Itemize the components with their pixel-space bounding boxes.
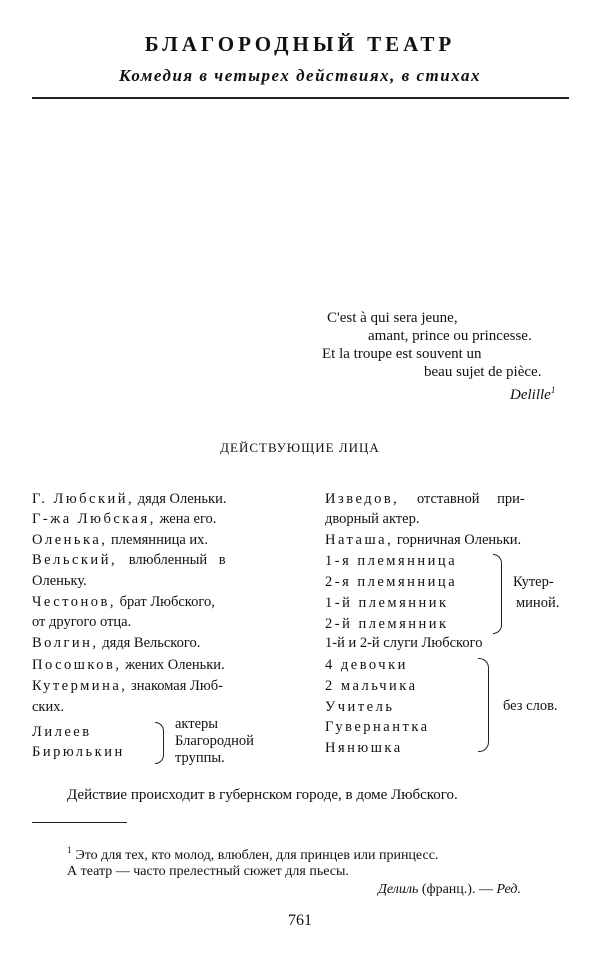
cast-niece-2: 2-я племянница [325,574,458,590]
cast-governess: Гувернантка [325,719,430,735]
cast-natasha: Наташа, горничная Оленьки. [325,532,522,548]
cast-olenka: Оленька, племянница их. [32,532,209,548]
actors-desc-1: актеры [175,716,219,732]
footnote-mark: 1 [67,845,72,855]
actors-brace [155,722,164,764]
cast-girls: 4 девочки [325,657,408,673]
play-title: БЛАГОРОДНЫЙ ТЕАТР [144,32,456,56]
actors-desc-3: труппы. [175,750,225,766]
actors-desc-2: Благородной [175,733,254,749]
cast-lileev: Лилеев [32,724,92,740]
epigraph-author-name: Delille [510,387,551,403]
cast-kutermina-cont: ских. [32,699,65,715]
cast-pososhkov: Посошков, жених Оленьки. [32,657,225,673]
nieces-label-1: Кутер- [513,574,554,590]
epigraph-line-2: amant, prince ou princesse. [368,328,532,344]
cast-niece-1: 1-я племянница [325,553,458,569]
footnote-rule [32,822,127,823]
cast-lyubsky: Г. Любский, дядя Оленьки. [32,491,227,507]
play-subtitle: Комедия в четырех действиях, в стихах [119,66,481,85]
cast-boys: 2 мальчика [325,678,418,694]
silent-brace [478,658,489,752]
cast-teacher: Учитель [325,699,395,715]
footnote-attribution: Делиль (франц.). — Ред. [378,882,521,897]
page-number: 761 [288,912,312,929]
cast-biryulkin: Бирюлькин [32,744,125,760]
cast-nephew-1: 1-й племянник [325,595,449,611]
epigraph-line-4: beau sujet de pièce. [424,364,542,380]
cast-kutermina: Кутермина, знакомая Люб- [32,678,223,694]
cast-nanny: Нянюшка [325,740,403,756]
epigraph-line-1: C'est à qui sera jeune, [327,310,458,326]
cast-velsky: Вельский, влюбленный в [32,552,226,568]
title-rule [32,97,569,99]
cast-izvedov: Изведов, отставной при- [325,491,525,507]
cast-chestonov: Честонов, брат Любского, [32,594,215,610]
silent-label: без слов. [503,698,558,714]
setting-line: Действие происходит в губернском городе, в доме Любского. [67,787,458,803]
nieces-label-2: миной. [516,595,560,611]
cast-chestonov-cont: от другого отца. [32,614,132,630]
cast-izvedov-cont: дворный актер. [325,511,420,527]
cast-servants: 1-й и 2-й слуги Любского [325,635,483,651]
epigraph-line-3: Et la troupe est souvent un [322,346,482,362]
nieces-brace [493,554,502,634]
footnote-line-2: А театр — часто прелестный сюжет для пьесы. [67,864,349,879]
footnote-line-1: $^1$ Это для тех, кто молод, влюблен, для принцев или принцесс. [67,845,439,863]
cast-heading: ДЕЙСТВУЮЩИЕ ЛИЦА [220,440,380,455]
epigraph-footnote-mark: 1 [550,385,556,395]
cast-velsky-cont: Оленьку. [32,573,87,589]
cast-nephew-2: 2-й племянник [325,616,449,632]
cast-volgin: Волгин, дядя Вельского. [32,635,201,651]
epigraph-author [510,381,555,404]
cast-lyubskaya: Г-жа Любская, жена его. [32,511,217,527]
